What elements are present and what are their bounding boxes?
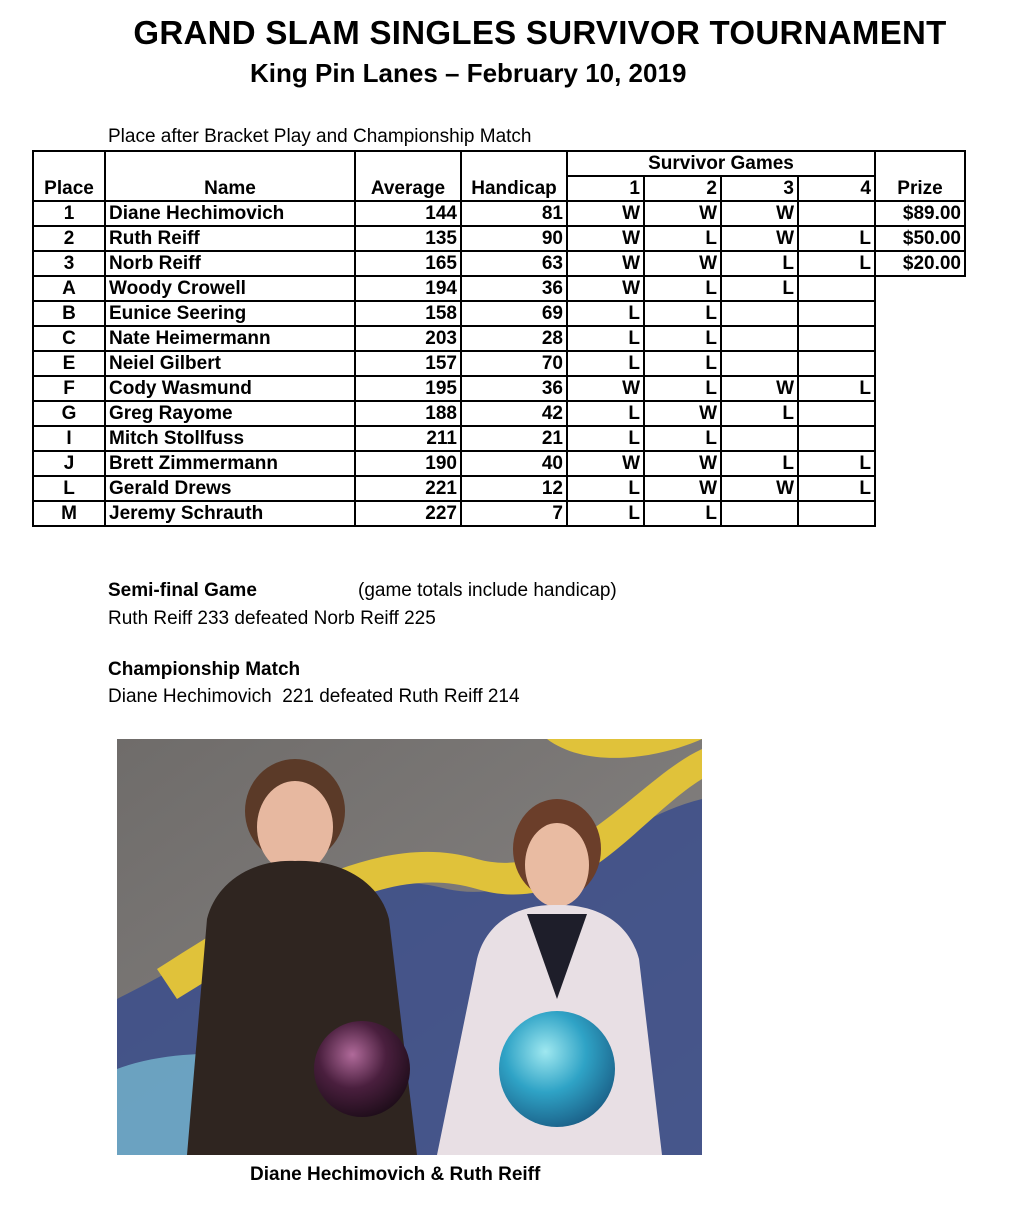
cell-game-2: L [644,301,721,326]
table-row [33,251,965,276]
championship-result: Diane Hechimovich 221 defeated Ruth Reiff 214 [108,686,520,707]
cell-prize-empty [875,501,965,526]
cell-average: 144 [355,201,461,226]
table-caption: Place after Bracket Play and Championship Match [108,126,532,147]
cell-game-3: L [721,451,798,476]
cell-game-4 [798,501,875,526]
col-game-3: 3 [721,176,798,201]
page-title: GRAND SLAM SINGLES SURVIVOR TOURNAMENT [133,14,947,51]
cell-name: Gerald Drews [105,476,355,501]
cell-game-4: L [798,376,875,401]
cell-game-1: W [567,451,644,476]
cell-place: I [33,426,105,451]
table-row [33,476,965,501]
cell-game-3: W [721,476,798,501]
cell-game-2: L [644,226,721,251]
cell-place: F [33,376,105,401]
cell-average: 221 [355,476,461,501]
cell-game-3: L [721,276,798,301]
cell-game-1: L [567,476,644,501]
cell-name: Ruth Reiff [105,226,355,251]
cell-handicap: 81 [461,201,567,226]
cell-average: 135 [355,226,461,251]
cell-place: 1 [33,201,105,226]
cell-game-3 [721,351,798,376]
cell-average: 190 [355,451,461,476]
table-row [33,376,965,401]
cell-game-4: L [798,226,875,251]
cell-game-3: W [721,201,798,226]
cell-prize-empty [875,476,965,501]
semifinal-heading: Semi-final Game [108,580,257,601]
cell-game-4 [798,351,875,376]
cell-handicap: 21 [461,426,567,451]
cell-game-1: W [567,276,644,301]
cell-game-2: L [644,426,721,451]
cell-game-4 [798,276,875,301]
results-table [32,150,966,527]
cell-prize-empty [875,276,965,301]
cell-game-3: L [721,251,798,276]
cell-name: Nate Heimermann [105,326,355,351]
cell-name: Brett Zimmermann [105,451,355,476]
cell-game-3 [721,326,798,351]
cell-place: 2 [33,226,105,251]
cell-game-3 [721,301,798,326]
cell-prize: $89.00 [875,201,965,226]
table-row [33,501,965,526]
cell-average: 165 [355,251,461,276]
cell-game-1: L [567,326,644,351]
cell-game-3 [721,501,798,526]
cell-prize-empty [875,326,965,351]
cell-place: B [33,301,105,326]
col-game-2: 2 [644,176,721,201]
cell-prize: $20.00 [875,251,965,276]
table-row [33,351,965,376]
cell-name: Greg Rayome [105,401,355,426]
cell-handicap: 70 [461,351,567,376]
cell-game-1: L [567,401,644,426]
cell-game-2: L [644,276,721,301]
cell-handicap: 69 [461,301,567,326]
cell-game-4 [798,401,875,426]
cell-game-2: W [644,451,721,476]
cell-game-3: L [721,401,798,426]
cell-average: 188 [355,401,461,426]
cell-handicap: 42 [461,401,567,426]
cell-place: E [33,351,105,376]
cell-name: Norb Reiff [105,251,355,276]
cell-game-4: L [798,451,875,476]
table-row [33,276,965,301]
photo-illustration [117,739,702,1155]
photo-caption: Diane Hechimovich & Ruth Reiff [250,1164,541,1185]
table-row [33,451,965,476]
cell-game-4: L [798,251,875,276]
cell-handicap: 36 [461,376,567,401]
cell-place: 3 [33,251,105,276]
table-header-row-1 [33,151,965,176]
cell-game-2: L [644,351,721,376]
cell-place: C [33,326,105,351]
cell-handicap: 40 [461,451,567,476]
cell-game-4 [798,426,875,451]
col-handicap: Handicap [461,151,567,201]
semifinal-note: (game totals include handicap) [358,580,617,601]
winners-photo [117,739,702,1155]
col-game-4: 4 [798,176,875,201]
cell-place: M [33,501,105,526]
cell-average: 203 [355,326,461,351]
table-row [33,326,965,351]
cell-name: Woody Crowell [105,276,355,301]
cell-place: G [33,401,105,426]
cell-game-2: W [644,401,721,426]
cell-game-3 [721,426,798,451]
cell-prize-empty [875,451,965,476]
cell-game-3: W [721,226,798,251]
cell-game-2: L [644,501,721,526]
col-average: Average [355,151,461,201]
col-prize: Prize [875,151,965,201]
cell-name: Diane Hechimovich [105,201,355,226]
cell-game-4 [798,201,875,226]
cell-prize-empty [875,376,965,401]
cell-game-1: W [567,201,644,226]
cell-game-4 [798,301,875,326]
cell-prize-empty [875,351,965,376]
cell-game-1: L [567,426,644,451]
col-game-1: 1 [567,176,644,201]
table-row [33,226,965,251]
cell-handicap: 36 [461,276,567,301]
cell-game-2: W [644,476,721,501]
cell-game-2: L [644,376,721,401]
cell-game-4 [798,326,875,351]
cell-name: Neiel Gilbert [105,351,355,376]
cell-game-1: L [567,301,644,326]
cell-place: J [33,451,105,476]
cell-game-2: L [644,326,721,351]
col-survivor-games: Survivor Games [567,151,875,176]
cell-name: Eunice Seering [105,301,355,326]
cell-handicap: 90 [461,226,567,251]
cell-name: Jeremy Schrauth [105,501,355,526]
cell-prize-empty [875,401,965,426]
semifinal-result: Ruth Reiff 233 defeated Norb Reiff 225 [108,608,436,629]
cell-prize: $50.00 [875,226,965,251]
col-name: Name [105,151,355,201]
table-row [33,426,965,451]
cell-average: 158 [355,301,461,326]
cell-name: Cody Wasmund [105,376,355,401]
cell-handicap: 12 [461,476,567,501]
cell-prize-empty [875,301,965,326]
table-row [33,401,965,426]
cell-handicap: 28 [461,326,567,351]
cell-average: 157 [355,351,461,376]
cell-game-1: L [567,501,644,526]
cell-prize-empty [875,426,965,451]
cell-game-3: W [721,376,798,401]
cell-game-1: W [567,226,644,251]
cell-average: 195 [355,376,461,401]
cell-handicap: 63 [461,251,567,276]
cell-game-1: L [567,351,644,376]
cell-place: A [33,276,105,301]
cell-place: L [33,476,105,501]
cell-average: 227 [355,501,461,526]
cell-handicap: 7 [461,501,567,526]
page-subtitle: King Pin Lanes – February 10, 2019 [250,58,687,88]
cell-game-1: W [567,376,644,401]
cell-name: Mitch Stollfuss [105,426,355,451]
table-row [33,301,965,326]
cell-game-4: L [798,476,875,501]
cell-game-2: W [644,201,721,226]
cell-game-2: W [644,251,721,276]
championship-heading: Championship Match [108,659,301,680]
cell-game-1: W [567,251,644,276]
col-place: Place [33,151,105,201]
cell-average: 194 [355,276,461,301]
cell-average: 211 [355,426,461,451]
table-row [33,201,965,226]
